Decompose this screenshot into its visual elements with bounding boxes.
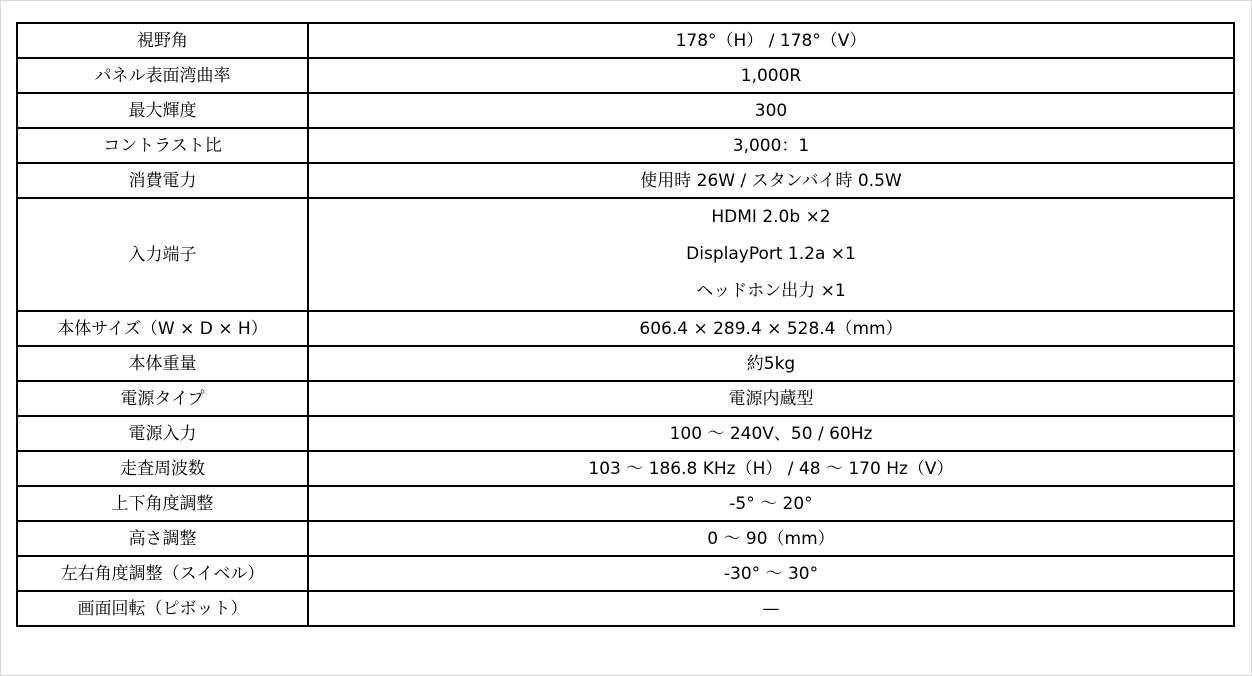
spec-label: 高さ調整 [17,521,308,556]
spec-value: 178°（H） / 178°（V） [308,23,1234,58]
spec-label: コントラスト比 [17,128,308,163]
spec-label: 電源タイプ [17,381,308,416]
table-row [17,521,1234,556]
table-row [17,58,1234,93]
spec-label: 本体重量 [17,346,308,381]
table-row [17,163,1234,198]
spec-value-multi [308,198,1234,311]
spec-label: 走査周波数 [17,451,308,486]
spec-value: 約5kg [308,346,1234,381]
table-row [17,128,1234,163]
spec-value: -5° ～ 20° [308,486,1234,521]
spec-value: 0 ～ 90（mm） [308,521,1234,556]
table-row [17,311,1234,346]
spec-value: 1,000R [308,58,1234,93]
spec-label: 視野角 [17,23,308,58]
spec-value: 電源内蔵型 [308,381,1234,416]
spec-value: 3,000：1 [308,128,1234,163]
spec-label: 画面回転（ピボット） [17,591,308,626]
spec-label: 本体サイズ（W × D × H） [17,311,308,346]
spec-label: 消費電力 [17,163,308,198]
spec-value: 103 ～ 186.8 KHz（H） / 48 ～ 170 Hz（V） [308,451,1234,486]
table-row [17,23,1234,58]
spec-label: 最大輝度 [17,93,308,128]
spec-value-line: DisplayPort 1.2a ×1 [686,244,856,264]
spec-value: 606.4 × 289.4 × 528.4（mm） [308,311,1234,346]
table-row [17,556,1234,591]
table-row [17,346,1234,381]
spec-value-line: ヘッドホン出力 ×1 [696,281,846,301]
table-row [17,591,1234,626]
spec-label: パネル表面湾曲率 [17,58,308,93]
spec-value: 300 [308,93,1234,128]
spec-label: 電源入力 [17,416,308,451]
table-row [17,451,1234,486]
table-row [17,486,1234,521]
spec-value: 使用時 26W / スタンバイ時 0.5W [308,163,1234,198]
spec-label: 入力端子 [17,198,308,311]
spec-value-line: HDMI 2.0b ×2 [711,207,831,227]
table-row [17,93,1234,128]
spec-label: 上下角度調整 [17,486,308,521]
table-row [17,381,1234,416]
spec-value: -30° ～ 30° [308,556,1234,591]
table-row [17,416,1234,451]
spec-label: 左右角度調整（スイベル） [17,556,308,591]
table-row [17,198,1234,311]
spec-table [16,22,1235,627]
spec-value: 100 ～ 240V、50 / 60Hz [308,416,1234,451]
spec-value: — [308,591,1234,626]
